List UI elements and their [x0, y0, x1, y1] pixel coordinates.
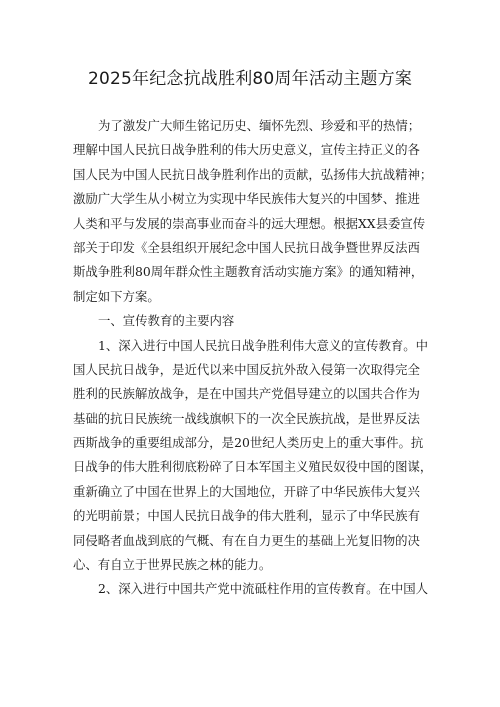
body-line: 重新确立了中国在世界上的大国地位，开辟了中华民族伟大复兴 — [73, 483, 420, 499]
body-line: 一、宣传教育的主要内容 — [98, 313, 235, 329]
body-line: 国人民抗日战争，是近代以来中国反抗外敌入侵第一次取得完全 — [73, 361, 420, 377]
body-line: 日战争的伟大胜利彻底粉碎了日本军国主义殖民奴役中国的图谋， — [73, 459, 432, 475]
body-line: 2、深入进行中国共产党中流砥柱作用的宣传教育。在中国人 — [98, 581, 429, 597]
document-body — [73, 114, 432, 602]
body-line: 西斯战争的重要组成部分，是20世纪人类历史上的重大事件。抗 — [73, 435, 424, 451]
body-line: 激励广大学生从小树立为实现中华民族伟大复兴的中国梦、推进 — [73, 191, 420, 207]
body-line: 理解中国人民抗日战争胜利的伟大历史意义，宣传主持正义的各 — [73, 142, 420, 158]
body-line: 国人民为中国人民抗日战争胜利作出的贡献，弘扬伟大抗战精神； — [73, 166, 432, 182]
body-line: 1、深入进行中国人民抗日战争胜利伟大意义的宣传教育。中 — [98, 337, 429, 353]
body-line: 部关于印发《全县组织开展纪念中国人民抗日战争暨世界反法西 — [73, 239, 420, 255]
body-line: 心、有自立于世界民族之林的能力。 — [73, 557, 272, 573]
body-line: 基础的抗日民族统一战线旗帜下的一次全民族抗战，是世界反法 — [73, 410, 420, 426]
body-line: 胜利的民族解放战争，是在中国共产党倡导建立的以国共合作为 — [73, 386, 420, 402]
body-line: 斯战争胜利80周年群众性主题教育活动实施方案》的通知精神， — [73, 264, 424, 280]
body-line: 为了激发广大师生铭记历史、缅怀先烈、珍爱和平的热情； — [98, 118, 421, 133]
body-line: 的光明前景；中国人民抗日战争的伟大胜利，显示了中华民族有 — [73, 508, 420, 524]
body-line: 制定如下方案。 — [73, 288, 160, 304]
document-title: 2025年纪念抗战胜利80周年活动主题方案 — [87, 69, 413, 89]
body-line: 同侵略者血战到底的气概、有在自力更生的基础上光复旧物的决 — [73, 532, 420, 548]
body-line: 人类和平与发展的崇高事业而奋斗的远大理想。根据XX县委宣传 — [73, 215, 426, 231]
